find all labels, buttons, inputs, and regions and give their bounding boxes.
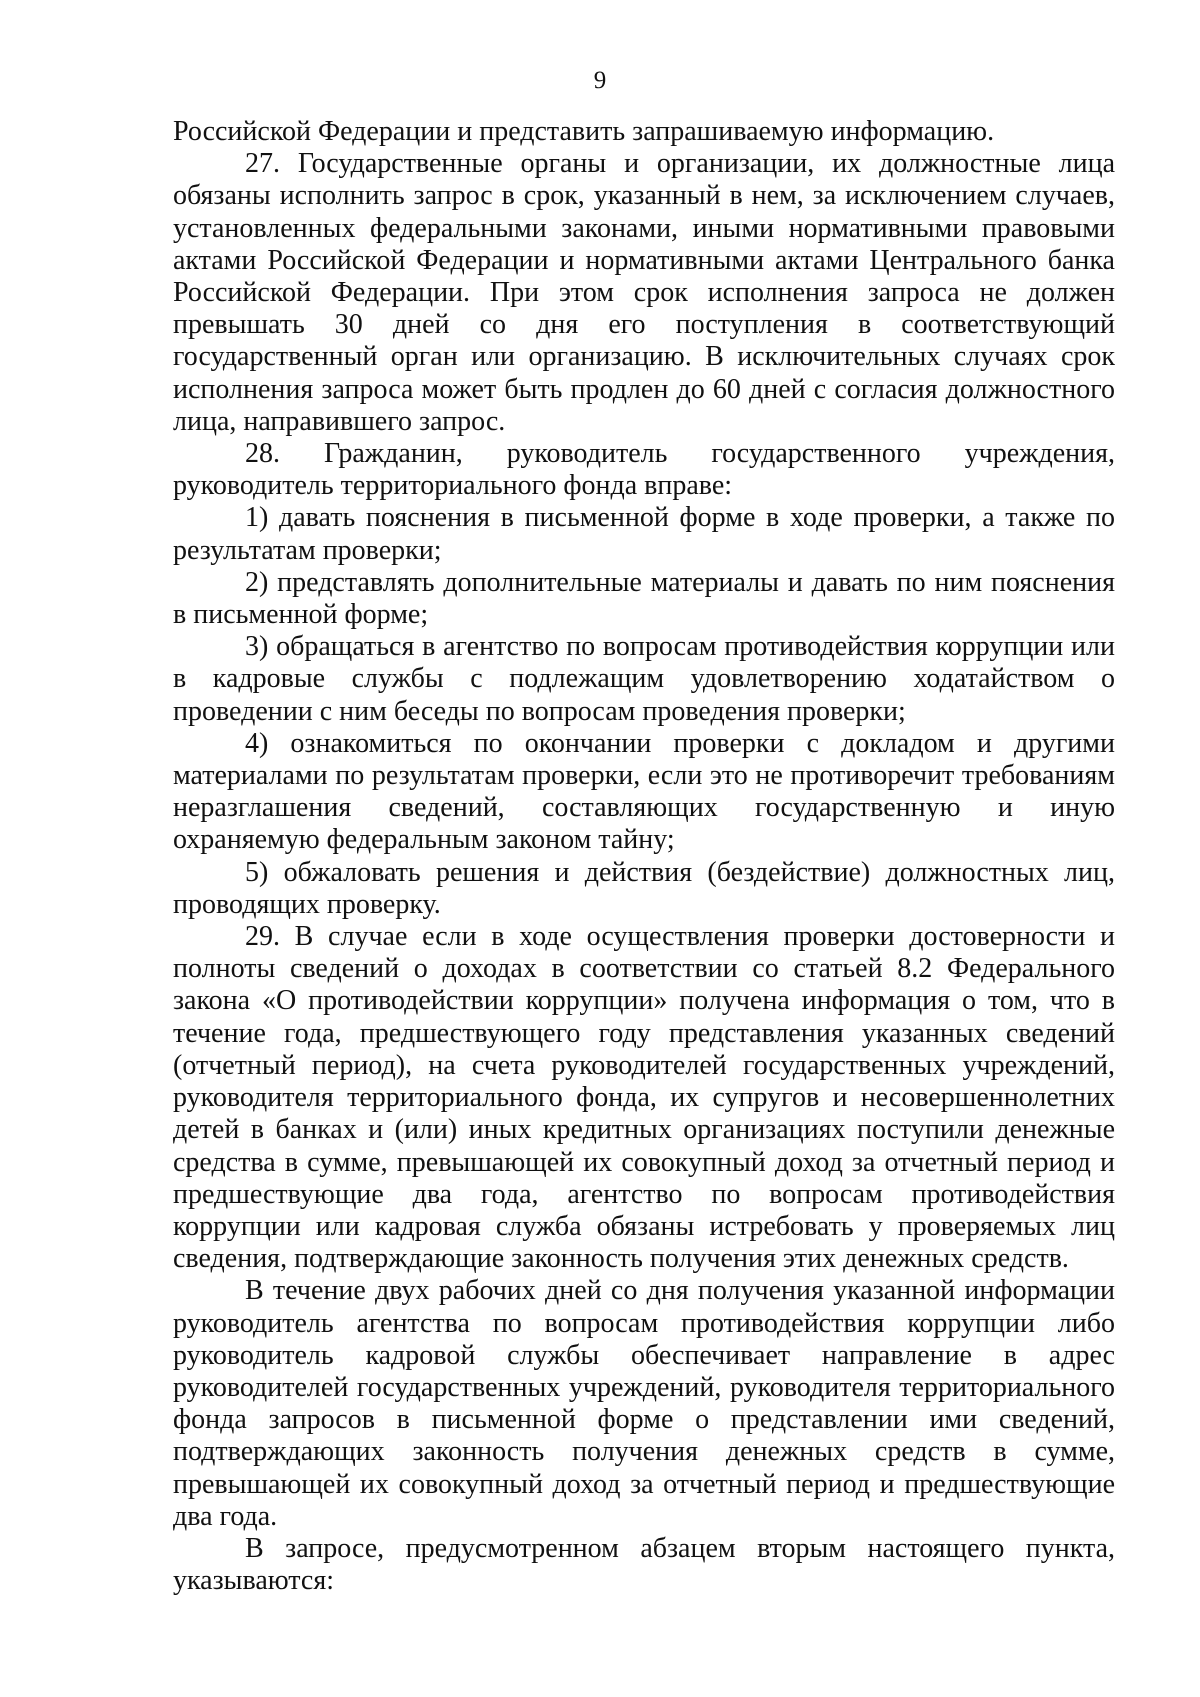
paragraph-subitem-5: 5) обжаловать решения и действия (бездействие) должностных лиц, проводящих проверку. (173, 856, 1115, 920)
paragraph-item-29-part-2: В течение двух рабочих дней со дня получения указанной информации руководитель агентства по вопросам противодействия коррупции либо руководитель кадровой службы обеспечивает направление в адрес руководителей государственных учреждений, руководителя территориального фонда запросов в письменной форме о представлении ими сведений, подтверждающих законность получения денежных средств в сумме, превышающей их совокупный доход за отчетный период и предшествующие два года. (173, 1275, 1115, 1532)
paragraph-item-29: 29. В случае если в ходе осуществления проверки достоверности и полноты сведений о доходах в соответствии со статьей 8.2 Федерального закона «О противодействии коррупции» получена информация о том, что в течение года, предшествующего году представления указанных сведений (отчетный период), на счета руководителей государственных учреждений, руководителя территориального фонда, их супругов и несовершеннолетних детей в банках и (или) иных кредитных организациях поступили денежные средства в сумме, превышающей их совокупный доход за отчетный период и предшествующие два года, агентство по вопросам противодействия коррупции или кадровая служба обязаны истребовать у проверяемых лиц сведения, подтверждающие законность получения этих денежных средств. (173, 921, 1115, 1275)
document-body (173, 116, 1115, 1597)
paragraph-item-28: 28. Гражданин, руководитель государственного учреждения, руководитель территориального фонда вправе: (173, 438, 1115, 502)
paragraph-item-27: 27. Государственные органы и организации, их должностные лица обязаны исполнить запрос в срок, указанный в нем, за исключением случаев, установленных федеральными законами, иными нормативными правовыми актами Российской Федерации и нормативными актами Центрального банка Российской Федерации. При этом срок исполнения запроса не должен превышать 30 дней со дня его поступления в соответствующий государственный орган или организацию. В исключительных случаях срок исполнения запроса может быть продлен до 60 дней с согласия должностного лица, направившего запрос. (173, 148, 1115, 437)
paragraph-item-29-part-3: В запросе, предусмотренном абзацем вторым настоящего пункта, указываются: (173, 1532, 1115, 1597)
paragraph-subitem-2: 2) представлять дополнительные материалы и давать по ним пояснения в письменной форме; (173, 566, 1115, 631)
paragraph-subitem-1: 1) давать пояснения в письменной форме в ходе проверки, а также по результатам проверки; (173, 502, 1115, 566)
paragraph-subitem-3: 3) обращаться в агентство по вопросам противодействия коррупции или в кадровые службы с подлежащим удовлетворению ходатайством о проведении с ним беседы по вопросам проведения проверки; (173, 631, 1115, 727)
paragraph-continuation: Российской Федерации и представить запрашиваемую информацию. (173, 116, 995, 147)
page-number: 9 (593, 67, 607, 94)
paragraph-subitem-4: 4) ознакомиться по окончании проверки с докладом и другими материалами по результатам проверки, если это не противоречит требованиям неразглашения сведений, составляющих государственную и иную охраняемую федеральным законом тайну; (173, 727, 1115, 856)
